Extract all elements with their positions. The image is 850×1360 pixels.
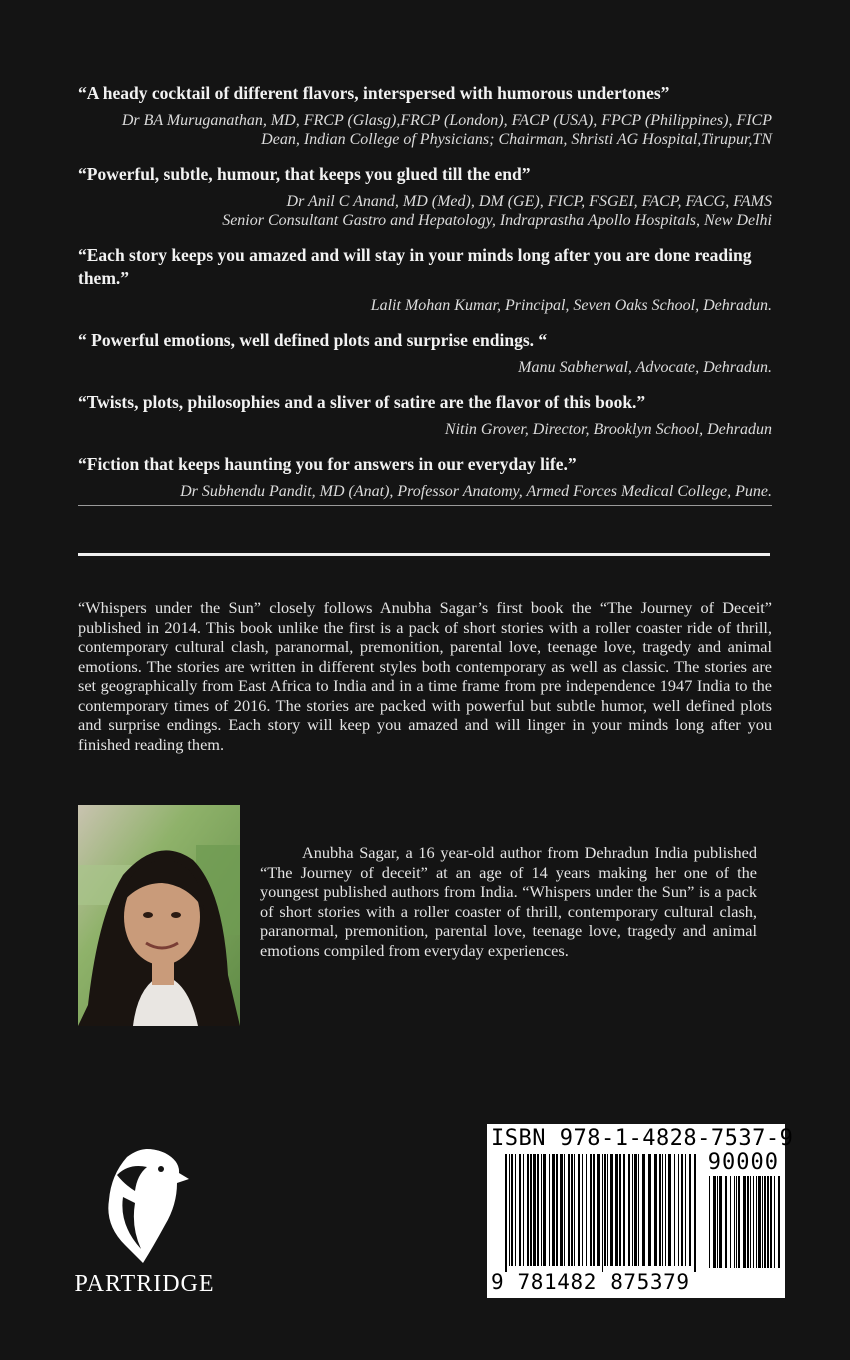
publisher-name: PARTRIDGE [74, 1271, 215, 1297]
review-attribution: Dr BA Muruganathan, MD, FRCP (Glasg),FRCP (London), FACP (USA), FPCP (Philippines), FICP Dean, Indian College of Physicians; Chairman, Shristi AG Hospital,Tirupur,TN [121, 112, 772, 148]
partridge-bird-icon [95, 1145, 195, 1270]
review-1 [78, 82, 772, 149]
isbn-barcode [487, 1124, 794, 1298]
review-attribution: Dr Subhendu Pandit, MD (Anat), Professor Anatomy, Armed Forces Medical College, Pune. [78, 482, 772, 506]
review-quote: “Fiction that keeps haunting you for answers in our everyday life.” [78, 454, 577, 474]
review-quote: “Twists, plots, philosophies and a sliver of satire are the flavor of this book.” [78, 392, 646, 412]
section-divider [78, 553, 770, 556]
isbn-text: ISBN 978-1-4828-7537-9 [491, 1126, 794, 1151]
ean-digits: 9 781482 875379 [491, 1270, 690, 1294]
review-quote: “Each story keeps you amazed and will stay in your minds long after you are done reading them.” [78, 245, 752, 288]
review-2 [78, 163, 772, 230]
review-attribution: Lalit Mohan Kumar, Principal, Seven Oaks School, Dehradun. [370, 297, 772, 314]
review-attribution: Dr Anil C Anand, MD (Med), DM (GE), FICP, FSGEI, FACP, FACG, FAMS Senior Consultant Gastro and Hepatology, Indraprastha Apollo Hospitals, New Delhi [222, 193, 772, 229]
review-quote: “ Powerful emotions, well defined plots and surprise endings. “ [78, 330, 548, 350]
author-photo [78, 805, 240, 1026]
review-5 [78, 391, 772, 439]
review-quote: “Powerful, subtle, humour, that keeps you glued till the end” [78, 164, 531, 184]
author-bio: Anubha Sagar, a 16 year-old author from Dehradun India published “The Journey of deceit” at an age of 14 years making her one of the youngest published authors from India. “Whispers under the Sun” is a pack of short stories with a roller coaster of thrill, contemporary cultural clash, paranormal, premonition, parental love, teenage love, tragedy and animal emotions compiled from everyday experiences. [260, 843, 757, 960]
review-3 [78, 244, 772, 315]
review-attribution: Nitin Grover, Director, Brooklyn School, Dehradun [444, 421, 772, 438]
review-attribution: Manu Sabherwal, Advocate, Dehradun. [518, 359, 772, 376]
review-quotes [78, 82, 772, 520]
price-code: 90000 [707, 1150, 779, 1175]
book-blurb: “Whispers under the Sun” closely follows Anubha Sagar’s first book the “The Journey of Deceit” published in 2014. This book unlike the first is a pack of short stories with a roller coaster ride of thrill, contemporary cultural clash, paranormal, premonition, parental love, teenage love, tragedy and animal emotions. The stories are written in different styles both contemporary as well as classic. The stories are set geographically from East Africa to India and in a time frame from pre independence 1947 India to the contemporary times of 2016. The stories are packed with powerful but subtle humor, well defined plots and surprise endings. Each story will keep you amazed and will linger in your minds long after you finished reading them. [78, 598, 772, 754]
review-4 [78, 329, 772, 377]
review-quote: “A heady cocktail of different flavors, interspersed with humorous undertones” [78, 83, 670, 103]
review-6 [78, 453, 772, 506]
